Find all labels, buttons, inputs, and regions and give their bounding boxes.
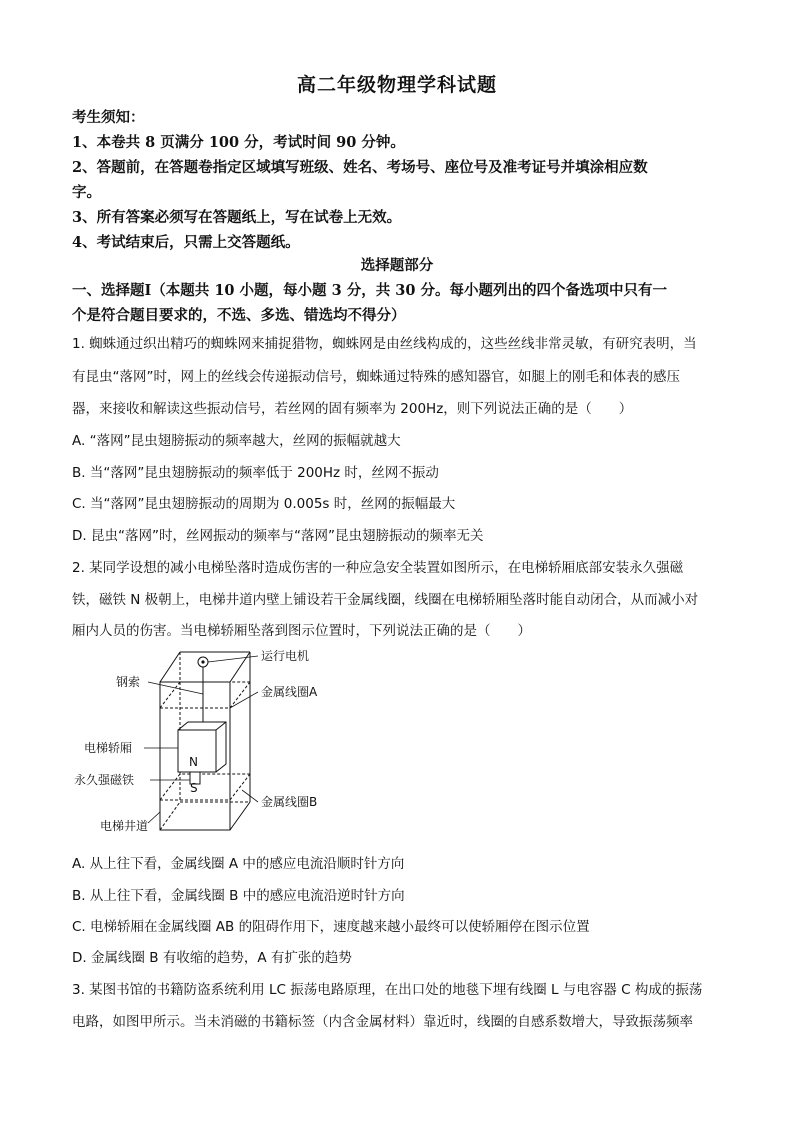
question-text: 有昆虫“落网”时，网上的丝线会传递振动信号，蜘蛛通过特殊的感知器官，如腿上的刚毛和体表的感压 [72,369,680,385]
question-text: 3. 某图书馆的书籍防盗系统利用 LC 振荡电路原理，在出口处的地毯下埋有线圈 L 与电容器 C 构成的振荡 [72,982,703,998]
cable-label: 钢索 [116,675,141,689]
option-a: A. “落网”昆虫翅膀振动的频率越大，丝网的振幅就越大 [72,433,401,449]
question-text: 电路，如图甲所示。当未消磁的书籍标签（内含金属材料）靠近时，线圈的自感系数增大，导致振荡频率 [72,1014,693,1030]
part-instructions: 个是符合题目要求的，不选、多选、错选均不得分） [72,307,406,324]
section-title: 选择题部分 [360,257,434,274]
question-text: 铁，磁铁 N 极朝上，电梯井道内壁上铺设若干金属线圈，线圈在电梯轿厢坠落时能自动闭合，从而减小对 [72,592,699,608]
coil-b-label: 金属线圈B [261,795,318,809]
page-title: 高二年级物理学科试题 [296,74,497,96]
option-b: B. 当“落网”昆虫翅膀振动的频率低于 200Hz 时，丝网不振动 [72,465,439,481]
coil-a-label: 金属线圈A [261,685,318,699]
notice-item: 3、所有答案必须写在答题纸上，写在试卷上无效。 [72,209,402,226]
notice-heading: 考生须知： [72,109,145,126]
option-b: B. 从上往下看，金属线圈 B 中的感应电流沿逆时针方向 [72,888,405,904]
question-text: 2. 某同学设想的减小电梯坠落时造成伤害的一种应急安全装置如图所示，在电梯轿厢底部安装永久强磁 [72,560,684,576]
question-text: 1. 蜘蛛通过织出精巧的蜘蛛网来捕捉猎物，蜘蛛网是由丝线构成的，这些丝线非常灵敏，有研究表明，当 [72,336,697,352]
magnet-n-label: N [189,755,198,769]
part-instructions: 一、选择题Ⅰ（本题共 10 小题，每小题 3 分，共 30 分。每小题列出的四个备选项中只有一 [72,282,668,299]
question-text: 厢内人员的伤害。当电梯轿厢坠落到图示位置时，下列说法正确的是（ ） [72,623,531,639]
question-text: 器，来接收和解读这些振动信号，若丝网的固有频率为 200Hz，则下列说法正确的是（ ） [72,401,633,417]
notice-item: 字。 [72,184,101,201]
elevator-diagram [72,642,372,842]
option-c: C. 电梯轿厢在金属线圈 AB 的阻碍作用下，速度越来越小最终可以使轿厢停在图示位置 [72,919,590,935]
motor-label: 运行电机 [261,649,310,663]
magnet-s-label: S [190,781,198,795]
shaft-label: 电梯井道 [100,819,149,833]
notice-item: 2、答题前，在答题卷指定区域填写班级、姓名、考场号、座位号及准考证号并填涂相应数 [72,159,648,176]
car-label: 电梯轿厢 [84,741,133,755]
notice-item: 1、本卷共 8 页满分 100 分，考试时间 90 分钟。 [72,134,405,151]
option-d: D. 金属线圈 B 有收缩的趋势，A 有扩张的趋势 [72,950,352,966]
option-d: D. 昆虫“落网”时，丝网振动的频率与“落网”昆虫翅膀振动的频率无关 [72,528,484,544]
magnet-label: 永久强磁铁 [74,773,135,787]
option-a: A. 从上往下看，金属线圈 A 中的感应电流沿顺时针方向 [72,856,405,872]
option-c: C. 当“落网”昆虫翅膀振动的周期为 0.005s 时，丝网的振幅最大 [72,496,456,512]
notice-item: 4、考试结束后，只需上交答题纸。 [72,234,300,251]
